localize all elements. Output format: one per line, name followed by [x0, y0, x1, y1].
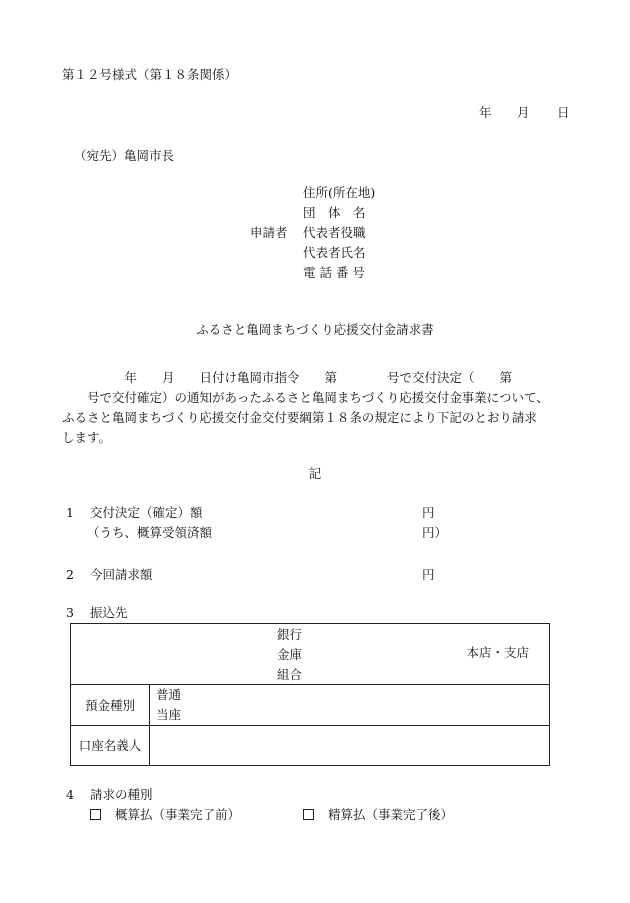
payment-option-estimate[interactable]	[90, 807, 240, 822]
item2-number: 2	[66, 567, 74, 582]
account-holder-label: 口座名義人	[71, 726, 150, 766]
account-holder-cell[interactable]	[150, 726, 550, 766]
applicant-field-org-name: 団 体 名	[303, 205, 366, 220]
deposit-type-label: 預金種別	[71, 685, 150, 726]
applicant-label: 申請者	[250, 225, 288, 240]
request-body	[62, 368, 582, 448]
institution-bank: 銀行	[277, 627, 303, 642]
item1-sub-label: （うち、概算受領済額	[87, 525, 213, 540]
ki-heading: 記	[308, 466, 322, 481]
document-title: ふるさと亀岡まちづくり応援交付金請求書	[196, 322, 434, 337]
item2-unit: 円	[422, 567, 435, 582]
bank-transfer-table	[70, 623, 550, 766]
body-line: 年 月 日付け亀岡市指令 第 号で交付決定（ 第	[62, 370, 513, 385]
item4-label: 請求の種別	[90, 787, 153, 802]
applicant-field-rep-title: 代表者役職	[303, 225, 366, 240]
date-year: 年	[479, 105, 492, 120]
item1-sub-unit: 円）	[422, 525, 448, 540]
deposit-type-cell[interactable]	[150, 685, 550, 726]
payment-option-estimate-label: 概算払（事業完了前）	[115, 807, 241, 822]
item1-unit: 円	[422, 505, 435, 520]
checkbox-estimate[interactable]	[90, 809, 101, 820]
applicant-field-phone: 電 話 番 号	[303, 265, 365, 280]
item1-number: 1	[66, 505, 74, 520]
form-number: 第１２号様式（第１８条関係）	[62, 67, 238, 82]
applicant-field-address: 住所(所在地)	[303, 185, 376, 200]
date-month: 月	[517, 105, 530, 120]
item3-label: 振込先	[90, 605, 128, 620]
body-line: します。	[62, 430, 112, 445]
item4-number: 4	[66, 787, 74, 802]
institution-kumiai: 組合	[277, 667, 303, 682]
deposit-type-toza: 当座	[156, 707, 182, 722]
applicant-field-rep-name: 代表者氏名	[303, 245, 366, 260]
deposit-type-futsu: 普通	[156, 687, 182, 702]
branch-label: 本店・支店	[466, 645, 529, 660]
bank-institution-cell[interactable]	[71, 624, 550, 685]
institution-shinkin: 金庫	[277, 647, 303, 662]
item3-number: 3	[66, 605, 74, 620]
date-day: 日	[557, 105, 570, 120]
item1-label: 交付決定（確定）額	[90, 505, 203, 520]
payment-option-settlement-label: 精算払（事業完了後）	[328, 807, 454, 822]
checkbox-settlement[interactable]	[303, 809, 314, 820]
body-line: ふるさと亀岡まちづくり応援交付金交付要綱第１８条の規定により下記のとおり請求	[62, 410, 537, 425]
body-line: 号で交付確定）の通知があったふるさと亀岡まちづくり応援交付金事業について、	[62, 390, 549, 405]
item2-label: 今回請求額	[90, 567, 153, 582]
payment-option-settlement[interactable]	[303, 807, 453, 822]
addressee: （宛先）亀岡市長	[74, 148, 175, 163]
